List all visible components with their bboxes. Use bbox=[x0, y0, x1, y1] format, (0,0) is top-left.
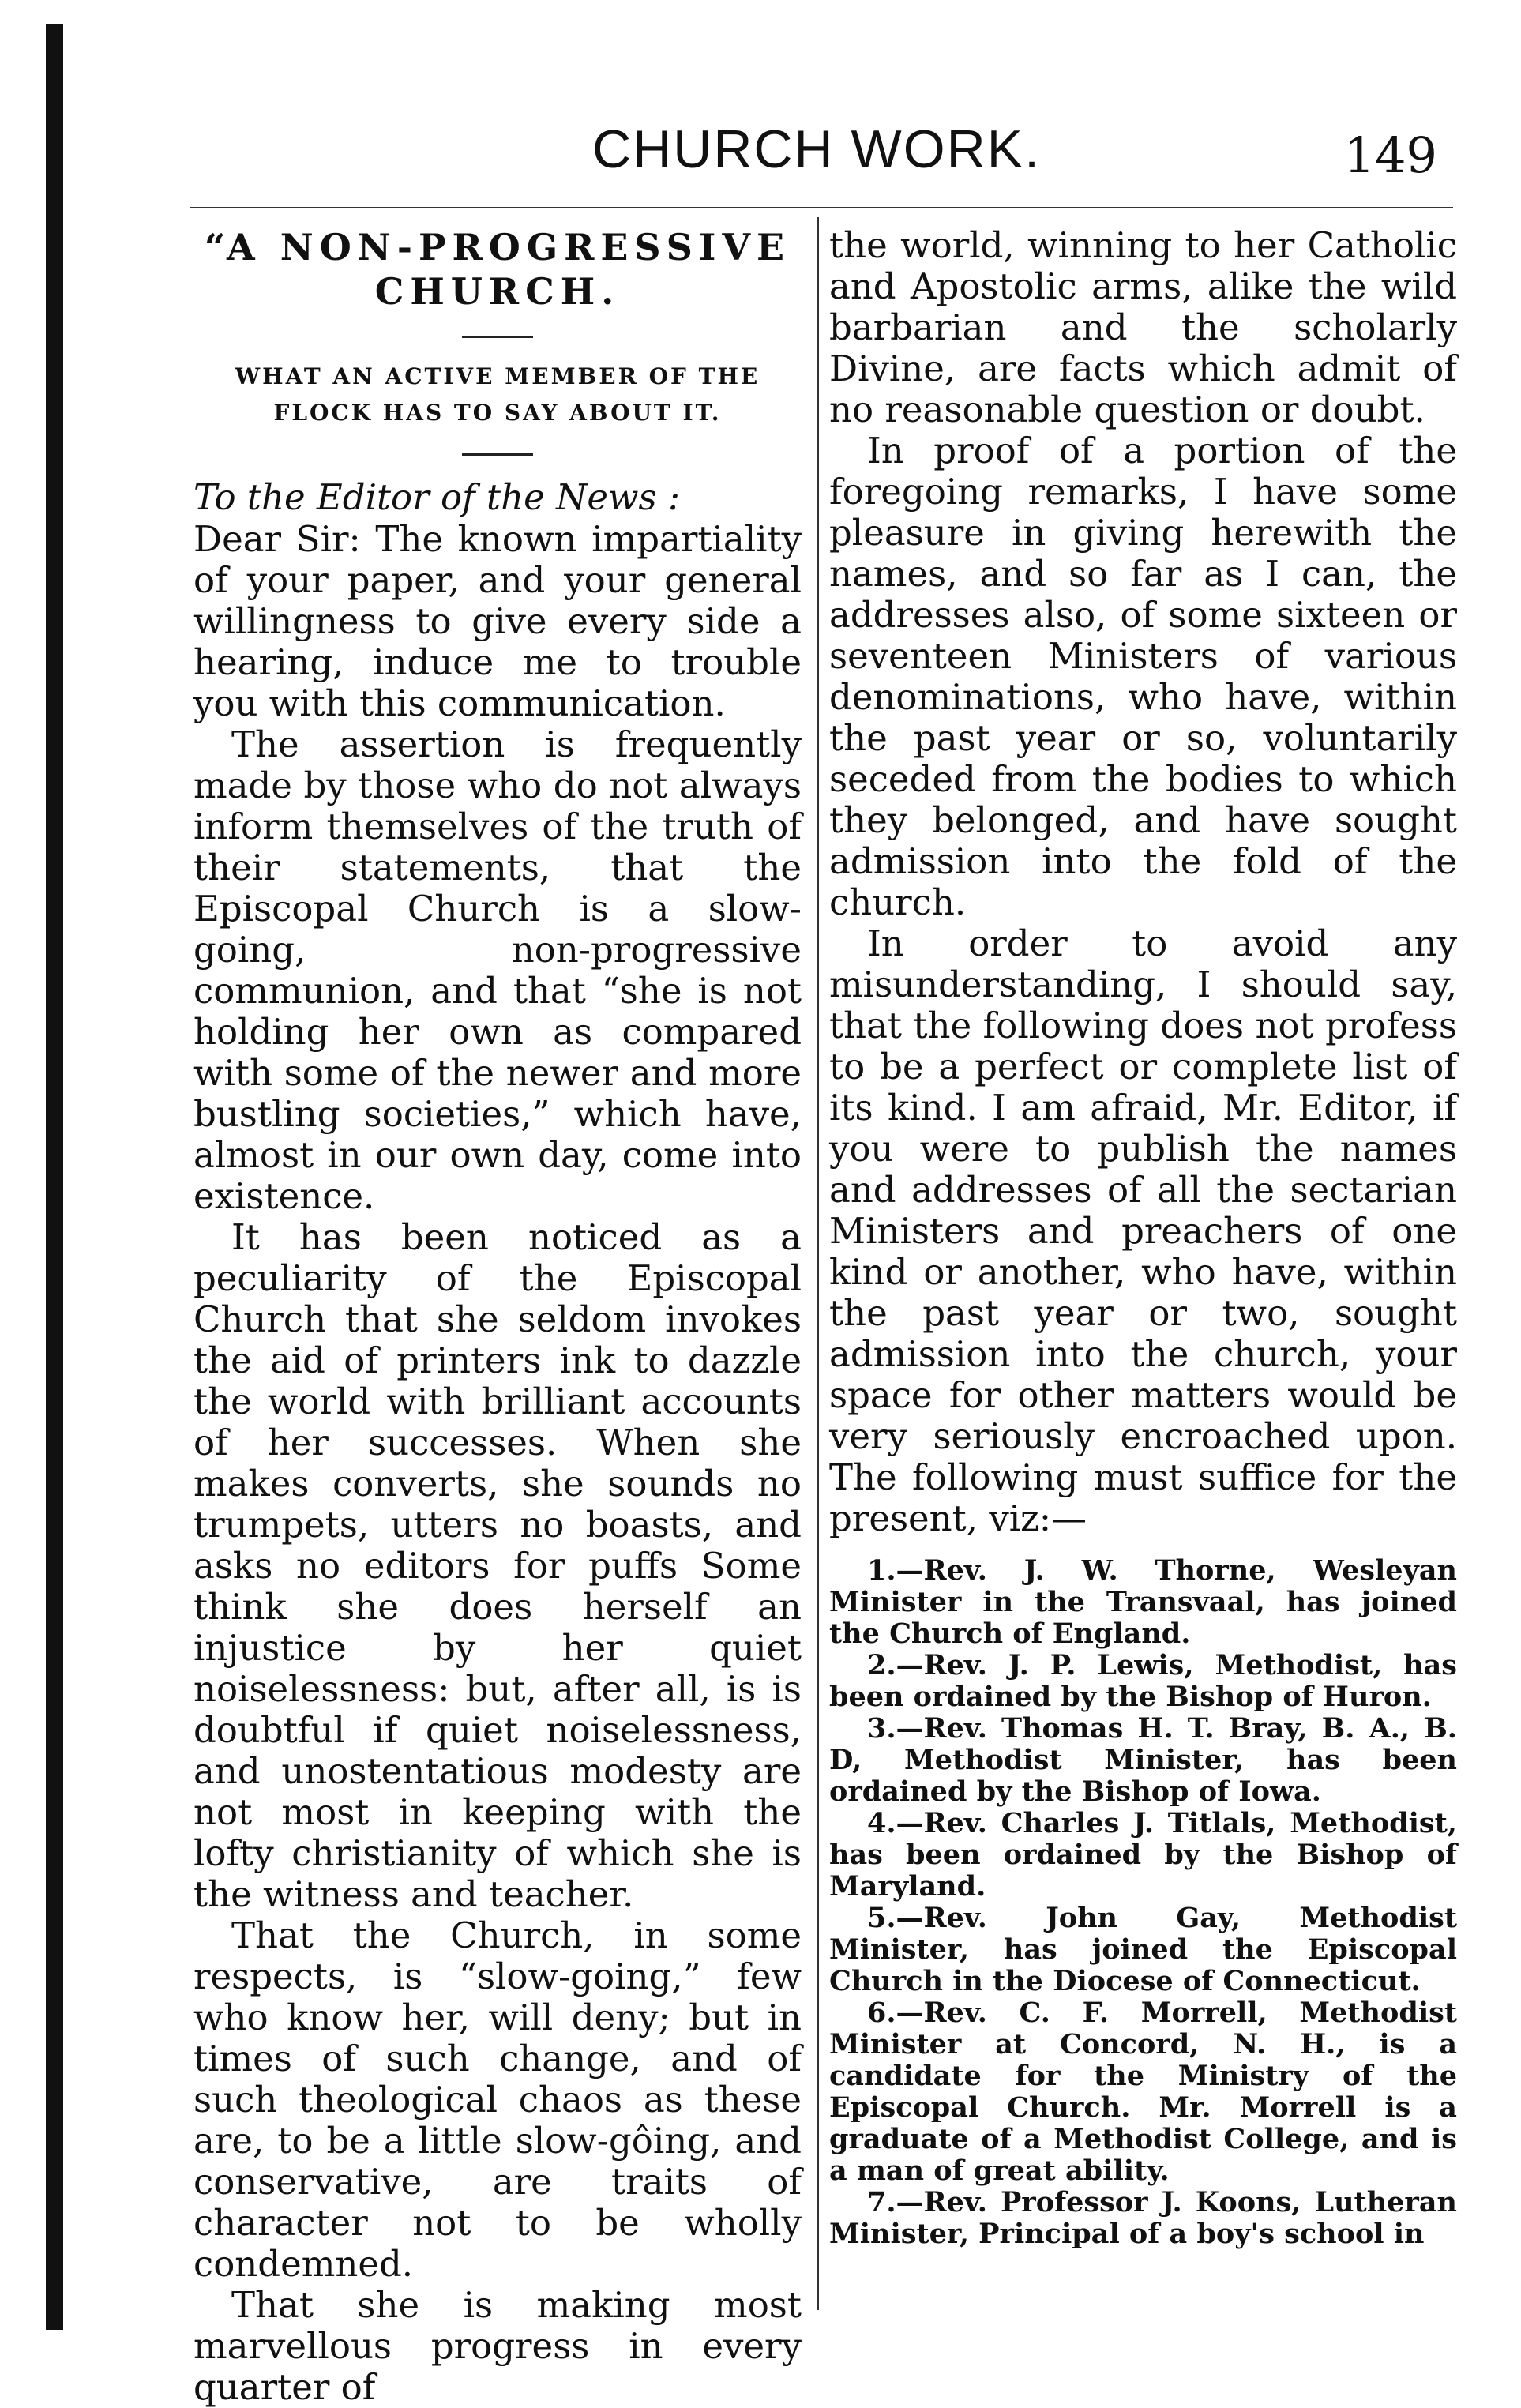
list-item: 6.—Rev. C. F. Morrell, Methodist Minister at Concord, N. H., is a candidate for the Ministry of the Episcopal Church. Mr. Morrell is a graduate of a Methodist College, and is a man of great ability. bbox=[829, 1997, 1457, 2187]
paragraph: That she is making most marvellous progress in every quarter of bbox=[193, 2284, 802, 2408]
list-item: 5.—Rev. John Gay, Methodist Minister, has joined the Episcopal Church in the Diocese of Connecticut. bbox=[829, 1902, 1457, 1997]
list-item: 7.—Rev. Professor J. Koons, Lutheran Minister, Principal of a boy's school in bbox=[829, 2186, 1457, 2250]
right-column bbox=[829, 225, 1457, 2250]
list-item: 4.—Rev. Charles J. Titlals, Methodist, has been ordained by the Bishop of Maryland. bbox=[829, 1807, 1457, 1903]
left-body bbox=[193, 519, 802, 2408]
paragraph: It has been noticed as a peculiarity of the Episcopal Church that she seldom invokes the aid of printers ink to dazzle the world with brilliant accounts of her successes. When she makes converts, she sounds no trumpets, utters no boasts, and asks no editors for puffs Some think she does herself an injustice by her quiet noiselessness: but, after all, is is doubtful if quiet noiselessness, and unostentatious modesty are not most in keeping with the lofty christianity of which she is the witness and teacher. bbox=[193, 1216, 802, 1915]
subhead-rule bbox=[462, 453, 533, 456]
ministers-list bbox=[829, 1555, 1457, 2250]
page-number: 149 bbox=[1343, 126, 1437, 184]
article-title: “A NON-PROGRESSIVE CHURCH. bbox=[204, 226, 791, 313]
header-rule bbox=[190, 207, 1453, 208]
list-item: 3.—Rev. Thomas H. T. Bray, B. A., B. D, Methodist Minister, has been ordained by the Bishop of Iowa. bbox=[829, 1712, 1457, 1808]
list-item: 1.—Rev. J. W. Thorne, Wesleyan Minister in the Transvaal, has joined the Church of England. bbox=[829, 1554, 1457, 1650]
paragraph: Dear Sir: The known impartiality of your paper, and your general willingness to give every side a hearing, induce me to trouble you with this communication. bbox=[193, 518, 802, 724]
right-body bbox=[829, 225, 1457, 1539]
page-header bbox=[190, 118, 1453, 205]
paragraph: In proof of a portion of the foregoing remarks, I have some pleasure in giving herewith the names, and so far as I can, the addresses also, of some sixteen or seventeen Ministers of various denominations, who have, within the past year or so, voluntarily seceded from the bodies to which they belonged, and have sought admission into the fold of the church. bbox=[829, 430, 1457, 923]
paragraph: That the Church, in some respects, is “slow-going,” few who know her, will deny; but in times of such change, and of such theological chaos as these are, to be a little slow-gôing, and conservative, are traits of character not to be wholly condemned. bbox=[193, 1914, 802, 2285]
left-column bbox=[193, 225, 802, 2408]
title-rule bbox=[462, 336, 533, 338]
salutation: To the Editor of the News : bbox=[193, 476, 681, 518]
paragraph: the world, winning to her Catholic and Apostolic arms, alike the wild barbarian and the scholarly Divine, are facts which admit of no reasonable question or doubt. bbox=[829, 224, 1457, 430]
page-margin-bar bbox=[46, 24, 63, 2330]
running-title: CHURCH WORK. bbox=[592, 119, 1041, 179]
column-divider bbox=[817, 217, 819, 2310]
paragraph: In order to avoid any misunderstanding, I should say, that the following does not profess to be a perfect or complete list of its kind. I am afraid, Mr. Editor, if you were to publish the names and addresses of all the sectarian Ministers and preachers of one kind or another, who have, within the past year or two, sought admission into the church, your space for other matters would be very seriously encroached upon. The following must suffice for the present, viz:— bbox=[829, 922, 1457, 1539]
article-subhead: WHAT AN ACTIVE MEMBER OF THE FLOCK HAS TO SAY ABOUT IT. bbox=[235, 363, 760, 426]
list-item: 2.—Rev. J. P. Lewis, Methodist, has been ordained by the Bishop of Huron. bbox=[829, 1649, 1457, 1713]
paragraph: The assertion is frequently made by those who do not always inform themselves of the truth of their statements, that the Episcopal Church is a slow-going, non-progressive communion, and that “she is not holding her own as compared with some of the newer and more bustling societies,” which have, almost in our own day, come into existence. bbox=[193, 723, 802, 1217]
